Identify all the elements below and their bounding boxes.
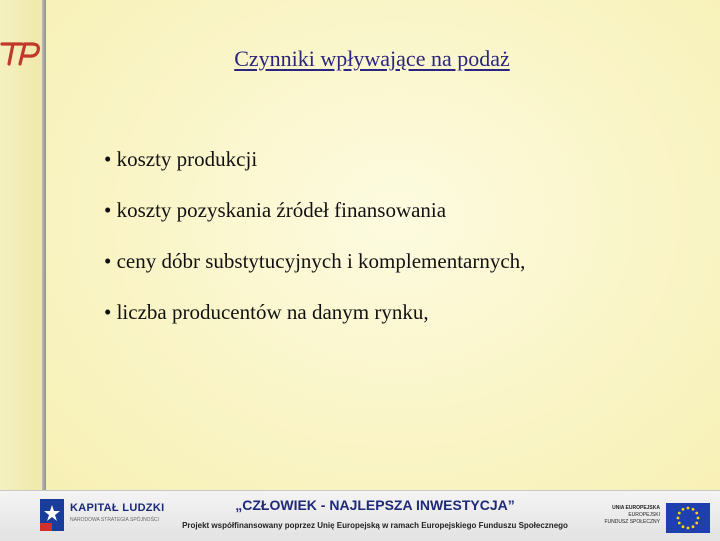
eu-flag-icon (666, 503, 710, 533)
eu-caption-line: EUROPEJSKI (628, 512, 660, 518)
footer-project-note: Projekt współfinansowany poprzez Unię Europejską w ramach Europejskiego Funduszu Społecznego (182, 521, 568, 530)
bullet-item: • ceny dóbr substytucyjnych i komplementarnych, (104, 249, 526, 273)
bullet-item: • liczba producentów na danym rynku, (104, 300, 429, 324)
slide-title: Czynniki wpływające na podaż (234, 46, 510, 71)
kapital-ludzki-title: KAPITAŁ LUDZKI (70, 502, 165, 514)
kapital-ludzki-subtitle: NARODOWA STRATEGIA SPÓJNOŚCI (70, 517, 159, 523)
bullet-list (104, 146, 525, 350)
left-band (0, 0, 46, 490)
footer-bar (0, 490, 720, 541)
bullet-item: • koszty pozyskania źródeł finansowania (104, 198, 447, 222)
eu-caption-line: UNIA EUROPEJSKA (612, 505, 660, 511)
left-divider (42, 0, 46, 490)
eu-caption (596, 505, 660, 526)
bullet-item: • koszty produkcji (104, 147, 258, 171)
eu-caption-line: FUNDUSZ SPOŁECZNY (604, 519, 660, 525)
kapital-ludzki-logo-icon (38, 497, 66, 533)
footer-slogan: „CZŁOWIEK - NAJLEPSZA INWESTYCJA” (235, 497, 515, 513)
